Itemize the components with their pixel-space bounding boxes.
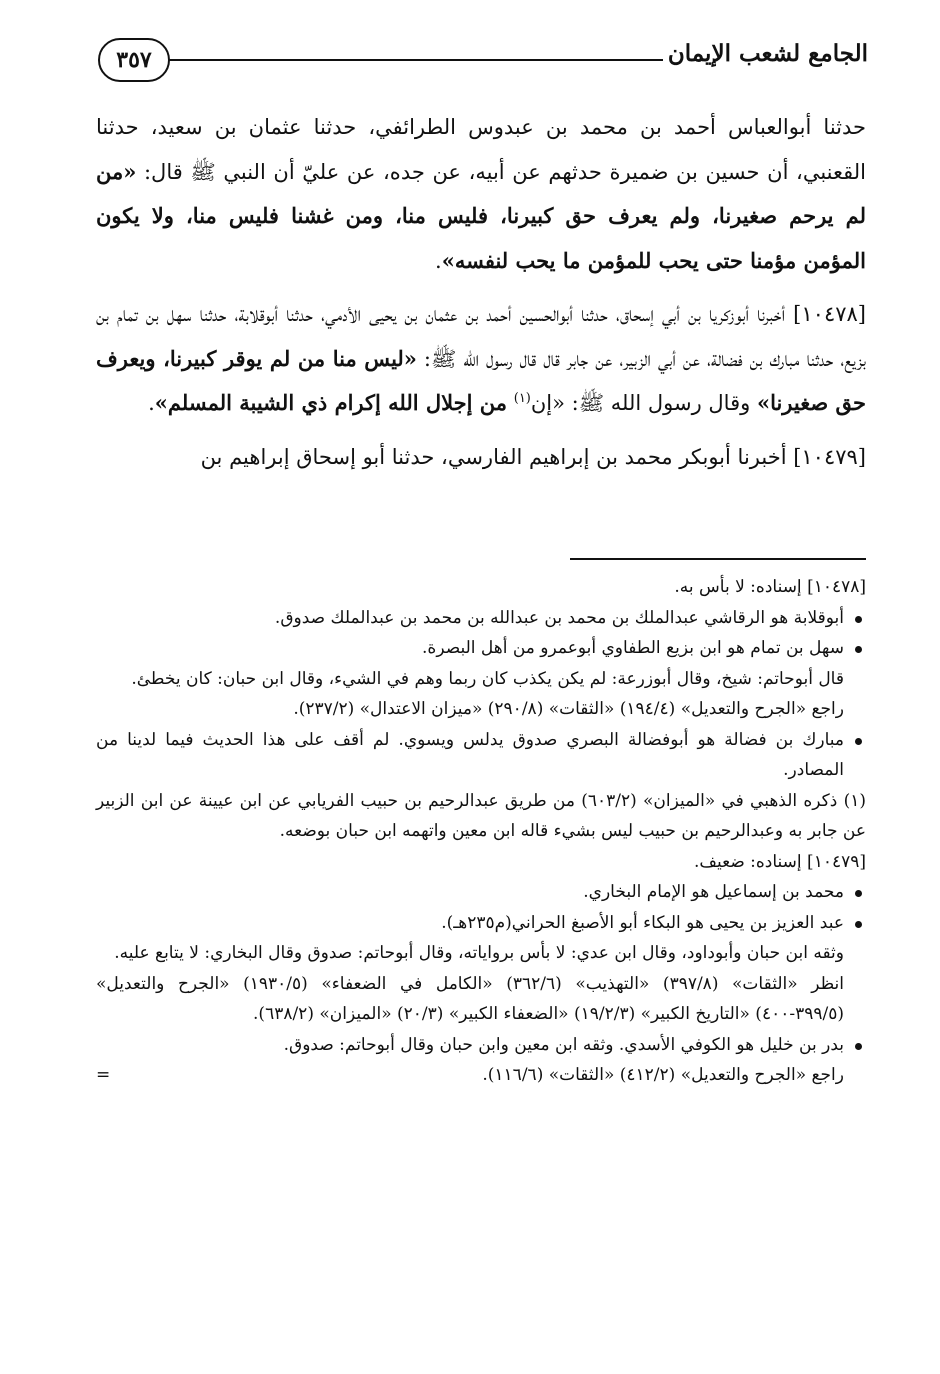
bullet-item: أبوقلابة هو الرقاشي عبدالملك بن محمد بن عبدالله بن محمد بن عبدالملك صدوق.: [96, 603, 866, 634]
second-saying-intro: وقال رسول الله ﷺ: «إن: [530, 391, 751, 415]
running-title: الجامع لشعب الإيمان: [667, 40, 868, 67]
hadith-10478: [96, 293, 866, 426]
footnote-ref-1[interactable]: (١): [513, 391, 531, 406]
note-10478-heading: [١٠٤٧٨] إسناده: لا بأس به.: [674, 577, 866, 597]
reference-list-last: [96, 1060, 866, 1091]
reference-text: راجع «الجرح والتعديل» (٤١٢/٢) «الثقات» (١١٦/٦).: [482, 1065, 844, 1085]
period: .: [435, 248, 442, 273]
matn-text: «ليس منا من لم يوقر كبيرنا، ويعرف حق صغيرنا»: [96, 345, 866, 415]
narrator-critique: وثقه ابن حبان وأبوداود، وقال ابن عدي: لا بأس برواياته، وقال أبوحاتم: صدوق وقال البخاري: لا يتابع عليه.: [114, 943, 844, 963]
main-text: [96, 106, 866, 489]
bullet-item: سهل بن تمام هو ابن بزيع الطفاوي أبوعمرو من أهل البصرة.: [96, 633, 866, 664]
page-number: ٣٥٧: [98, 38, 170, 82]
reference-list: انظر «الثقات» (٣٩٧/٨) «التهذيب» (٣٦٢/٦) «الكامل في الضعفاء» (١٩٣٠/٥) «الجرح والتعديل» (٣٩٩/٥-٤٠٠) «التاريخ الكبير» (١٩/٢/٣) «الضعفاء الكبير» (٢٠/٣) «الميزان» (٦٣٨/٢).: [96, 973, 844, 1024]
note-10479-heading: [١٠٤٧٩] إسناده: ضعيف.: [694, 851, 866, 872]
reference-list: راجع «الجرح والتعديل» (١٩٤/٤) «الثقات» (٢٩٠/٨) «ميزان الاعتدال» (٢٣٧/٢).: [293, 699, 844, 719]
footnote-1: (١) ذكره الذهبي في «الميزان» (٦٠٣/٢) من طريق عبدالرحيم بن حبيب الفريابي عن ابن عيينة عن ابن الزبير عن جابر به وعبدالرحيم بن حبيب ليس بشيء قاله ابن معين واتهمه ابن حبان بوضعه.: [96, 790, 866, 841]
hadith-10479: [١٠٤٧٩] أخبرنا أبوبكر محمد بن إبراهيم الفارسي، حدثنا أبو إسحاق إبراهيم بن: [200, 444, 866, 469]
hadith-paragraph-1: [96, 106, 866, 283]
isnad-text: حدثنا أبوالعباس أحمد بن محمد بن عبدوس الطرائفي، حدثنا عثمان بن سعيد، حدثنا القعنبي، أن حسين بن ضميرة حدثهم عن أبيه، عن جده، عن عليّ أن النبي ﷺ قال:: [96, 115, 866, 184]
bullet-item: بدر بن خليل هو الكوفي الأسدي. وثقه ابن معين وابن حبان وقال أبوحاتم: صدوق.: [96, 1030, 866, 1061]
matn-text-2: من إجلال الله إكرام ذي الشيبة المسلم»: [154, 390, 508, 415]
bullet-item: محمد بن إسماعيل هو الإمام البخاري.: [96, 877, 866, 908]
page-header: [98, 38, 868, 84]
period: .: [148, 391, 155, 415]
bullet-item: عبد العزيز بن يحيى هو البكاء أبو الأصبغ الحراني(م٢٣٥هـ).: [96, 908, 866, 939]
footnote-separator: [570, 558, 866, 560]
header-rule: [168, 59, 663, 61]
narrator-critique: قال أبوحاتم: شيخ، وقال أبوزرعة: لم يكن يكذب كان ربما وهم في الشيء، وقال ابن حبان: كان يخطئ.: [131, 668, 844, 689]
isnad-text: [١٠٤٧٨] أخبرنا أبوزكريا بن أبي إسحاق، حدثنا أبوالحسين أحمد بن عثمان بن يحيى الأدمي، حدثنا أبوقلابة، حدثنا سهل بن تمام بن بزيع، حدثنا مبارك بن فضالة، عن أبي الزبير، عن جابر قال قال رسول الله ﷺ:: [96, 302, 867, 371]
continued-mark: =: [96, 1065, 111, 1085]
matn-text: «من لم يرحم صغيرنا، ولم يعرف حق كبيرنا، فليس منا، ومن غشنا فليس منا، ولا يكون المؤمن مؤمنا حتى يحب للمؤمن ما يحب لنفسه»: [96, 158, 866, 273]
footnotes: [96, 572, 866, 1091]
bullet-item: مبارك بن فضالة هو أبوفضالة البصري صدوق يدلس ويسوي. لم أقف على هذا الحديث فيما لدينا من المصادر.: [96, 725, 866, 786]
